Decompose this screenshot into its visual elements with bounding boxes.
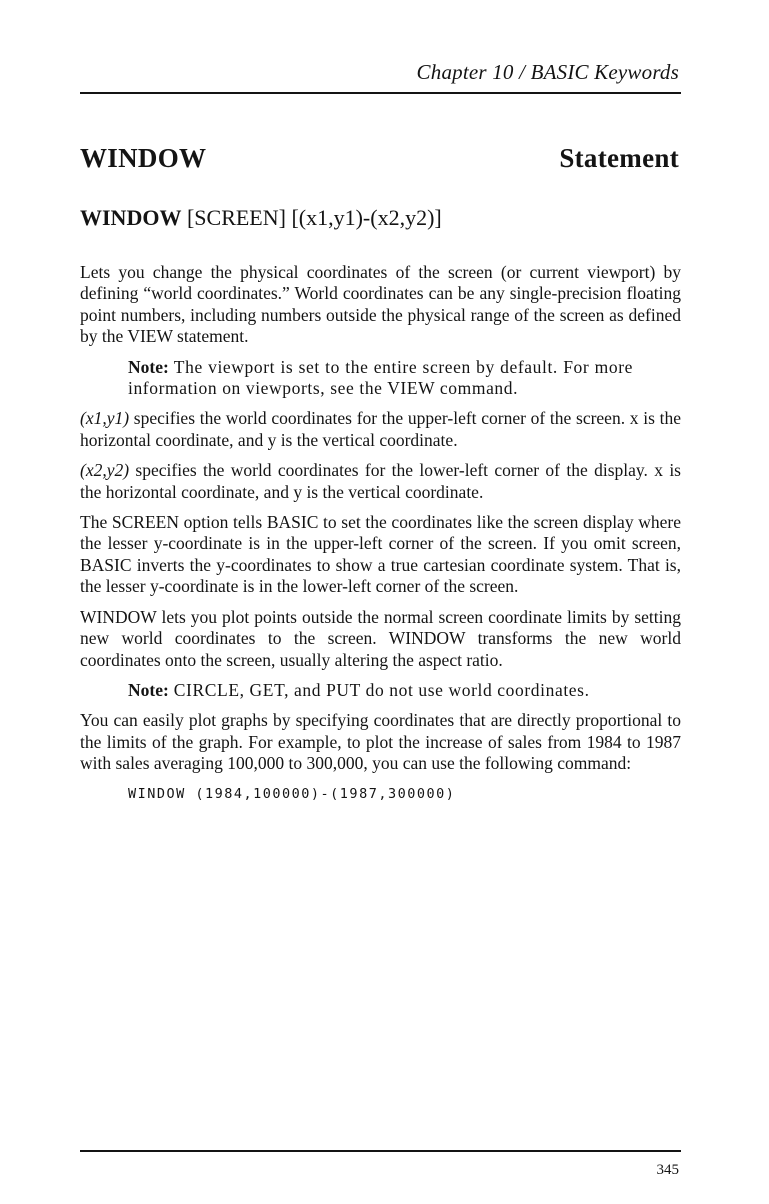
xy1-text: specifies the world coordinates for the upper-left corner of the screen. x is the horizontal coordinate, and y is the vertical coordinate. (80, 408, 681, 450)
note-text: The viewport is set to the entire screen by default. For more information on viewports, see the VIEW command. (128, 356, 633, 399)
syntax-keyword: WINDOW (80, 205, 182, 230)
xy2-term: (x2,y2) (80, 460, 130, 481)
example-paragraph: You can easily plot graphs by specifying coordinates that are directly proportional to the limits of the graph. For example, to plot the increase of sales from 1984 to 1987 with sales averaging 100,000 to 300,000, you can use the following command: (80, 710, 681, 774)
xy1-term: (x1,y1) (80, 408, 130, 429)
entry-title (80, 143, 679, 174)
header-rule (80, 92, 681, 94)
xy1-paragraph (80, 408, 681, 451)
syntax-args: [SCREEN] [(x1,y1)-(x2,y2)] (181, 205, 442, 230)
footer-rule (80, 1150, 681, 1152)
code-example: WINDOW (1984,100000)-(1987,300000) (128, 785, 456, 802)
syntax-line (80, 205, 442, 231)
note-text: CIRCLE, GET, and PUT do not use world coordinates. (168, 679, 590, 700)
note-world-coordinates (128, 680, 633, 701)
page-number: 345 (656, 1162, 679, 1178)
body-text (80, 262, 681, 805)
xy2-text: specifies the world coordinates for the lower-left corner of the display. x is the horizontal coordinate, and y is the vertical coordinate. (80, 460, 681, 502)
screen-option-paragraph: The SCREEN option tells BASIC to set the coordinates like the screen display where the lesser y-coordinate is in the upper-left corner of the screen. If you omit screen, BASIC inverts the y-coordinates to show a true cartesian coordinate system. That is, the lesser y-coordinate is in the lower-left corner of the screen. (80, 512, 681, 597)
keyword-type: Statement (559, 143, 679, 173)
running-head: Chapter 10 / BASIC Keywords (416, 60, 679, 84)
intro-paragraph: Lets you change the physical coordinates of the screen (or current viewport) by defining “world coordinates.” World coordinates can be any single-precision floating point numbers, including numbers outside the physical range of the screen as defined by the VIEW statement. (80, 262, 681, 347)
window-plot-paragraph: WINDOW lets you plot points outside the normal screen coordinate limits by setting new world coordinates to the screen. WINDOW transforms the new world coordinates onto the screen, usually altering the aspect ratio. (80, 606, 681, 670)
note-viewport (128, 357, 633, 400)
keyword-title: WINDOW (80, 143, 207, 173)
note-label: Note: (128, 356, 169, 377)
note-label: Note: (128, 679, 169, 700)
xy2-paragraph (80, 460, 681, 503)
